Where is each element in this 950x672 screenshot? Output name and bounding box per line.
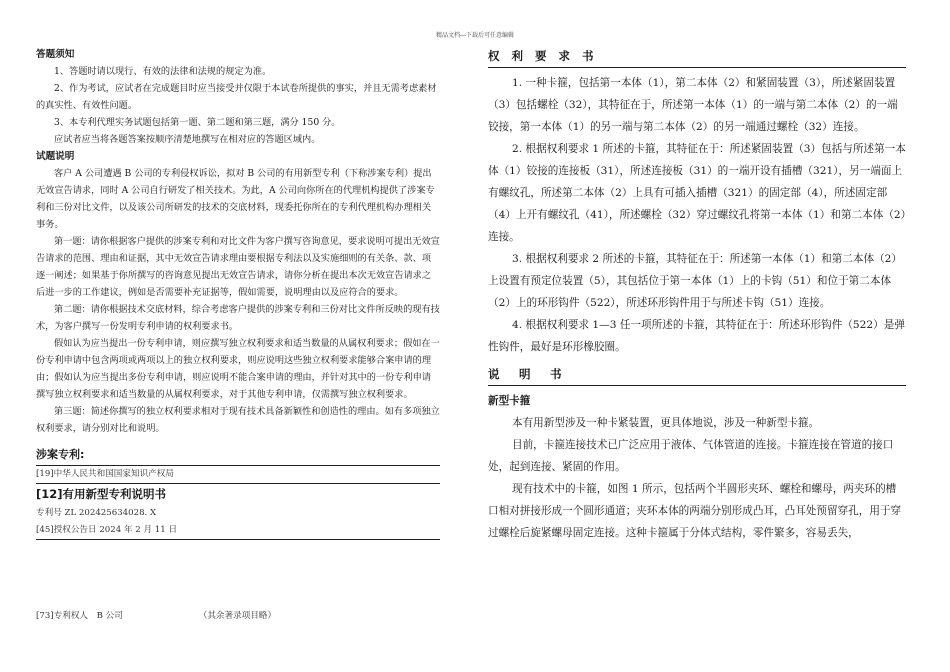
case-heading: 涉案专利: bbox=[36, 445, 440, 466]
grant-date: [45]授权公告日 2024 年 2 月 11 日 bbox=[36, 522, 440, 540]
explain-paragraph: 第二题：请你根据技术交底材料，综合考虑客户提供的涉案专利和三份对比文件所反映的现有技术，为客户撰写一份发明专利申请的权利要求书。 bbox=[36, 304, 440, 332]
desc-heading: 说 明 书 bbox=[488, 367, 566, 381]
desc-paragraph: 现有技术中的卡箍，如图 1 所示，包括两个半圆形夹环、螺栓和螺母，两夹环的槽口相对拼接形成一个圆形通道；夹环本体的两端分别形成凸耳，凸耳处预留穿孔，用于穿过螺栓后旋紧螺母固定连接。这种卡箍属于分体式结构，零件繁多，容易丢失， bbox=[488, 483, 902, 539]
notice-item: 2、作为考试，应试者在完成题目时应当接受并仅限于本试卷所提供的事实，并且无需考虑素材的真实性、有效性问题。 bbox=[36, 83, 437, 111]
explain-paragraph: 客户 A 公司遭遇 B 公司的专利侵权诉讼，拟对 B 公司的有用新型专利（下称涉案专利）提出无效宣告请求，同时 A 公司自行研发了相关技术。为此，A 公司向你所在的代理机构提供了涉案专利和三份对比文件，以及该公司所研发的技术的交底材料，现委托你所在的专利代理机构办理相关事务。 bbox=[36, 168, 435, 230]
patent-number: 专利号 ZL 202425634028. X bbox=[36, 508, 157, 518]
doc-title: [12]有用新型专利说明书 bbox=[36, 487, 167, 501]
explain-heading: 试题说明 bbox=[36, 151, 75, 162]
claim: 3. 根据权利要求 2 所述的卡箍，其特征在于：所述第一本体（1）和第二本体（2）上设置有预定位装置（5），其包括位于第一本体（1）上的卡钩（51）和位于第二本体（2）上的环形钩件（522），所述环形钩件用于与所述卡钩（51）连接。 bbox=[488, 253, 903, 309]
explain-paragraph: 第三题：简述你撰写的独立权利要求相对于现有技术具备新颖性和创造性的理由。如有多项独立权利要求，请分别对比和说明。 bbox=[36, 406, 440, 434]
patentee-row bbox=[36, 609, 440, 621]
right-column bbox=[488, 46, 906, 544]
desc-title: 新型卡箍 bbox=[488, 395, 531, 407]
desc-paragraph: 目前，卡箍连接技术已广泛应用于液体、气体管道的连接。卡箍连接在管道的接口处，起到连接、紧固的作用。 bbox=[488, 439, 894, 473]
notice-item: 3、本专利代理实务试题包括第一题、第二题和第三题，满分 150 分。 bbox=[54, 117, 341, 128]
desc-paragraph: 本有用新型涉及一种卡紧装置，更具体地说，涉及一种新型卡箍。 bbox=[512, 417, 820, 429]
explain-paragraph: 第一题：请你根据客户提供的涉案专利和对比文件为客户撰写咨询意见，要求说明可提出无效宣告请求的范围、理由和证据，其中无效宣告请求理由要根据专利法以及实施细则的有关条、款、项逐一阐述；如果基于你所撰写的咨询意见提出无效宣告请求，请你分析在提出本次无效宣告请求之后进一步的工作建议，例如是否需要补充证据等，假如需要，说明理由以及应符合的要求。 bbox=[36, 236, 440, 298]
office-line: [19]中华人民共和国国家知识产权局 bbox=[36, 466, 440, 484]
desc-heading-wrap bbox=[488, 364, 906, 386]
notice-heading: 答题须知 bbox=[36, 49, 75, 60]
claim: 4. 根据权利要求 1—3 任一项所述的卡箍，其特征在于：所述环形钩件（522）是弹性钩件，最好是环形橡胶圈。 bbox=[488, 319, 905, 353]
explain-paragraph: 假如认为应当提出一份专利申请，则应撰写独立权利要求和适当数量的从属权利要求；假如在一份专利申请中包含两项或两项以上的独立权利要求，则应说明这些独立权利要求能够合案申请的理由；假如认为应当提出多份专利申请，则应说明不能合案申请的理由，并针对其中的一份专利申请撰写独立权利要求和适当数量的从属权利要求，对于其他专利申请，仅需撰写独立权利要求。 bbox=[36, 338, 440, 400]
claim: 2. 根据权利要求 1 所述的卡箍，其特征在于：所述紧固装置（3）包括与所述第一本体（1）铰接的连接板（31），所述连接板（31）的一端开设有插槽（321），另一端面上有螺纹孔，所述第二本体（2）上具有可插入插槽（321）的固定部（4），所述固定部（4）上开有螺纹孔（41），所述螺栓（32）穿过螺纹孔将第一本体（1）和第二本体（2）连接。 bbox=[488, 143, 906, 243]
patentee: [73]专利权人 B 公司 bbox=[36, 611, 123, 621]
notice-item: 1、答题时请以现行、有效的法律和法规的规定为准。 bbox=[54, 66, 272, 77]
left-column bbox=[36, 46, 440, 540]
header-note: 精品文档---下载后可任意编辑 bbox=[435, 32, 515, 39]
notice-item: 应试者应当将各题答案按顺序清楚地撰写在相对应的答题区域内。 bbox=[54, 134, 321, 145]
claims-heading-wrap bbox=[488, 46, 906, 68]
omitted-note: （其余著录项目略） bbox=[198, 611, 277, 621]
claim: 1. 一种卡箍，包括第一本体（1），第二本体（2）和紧固装置（3），所述紧固装置（3）包括螺栓（32），其特征在于，所述第一本体（1）的一端与第二本体（2）的一端铰接，第一本体（1）的另一端与第二本体（2）的另一端通过螺栓（32）连接。 bbox=[488, 77, 898, 133]
claims-heading: 权 利 要 求 书 bbox=[488, 49, 598, 63]
